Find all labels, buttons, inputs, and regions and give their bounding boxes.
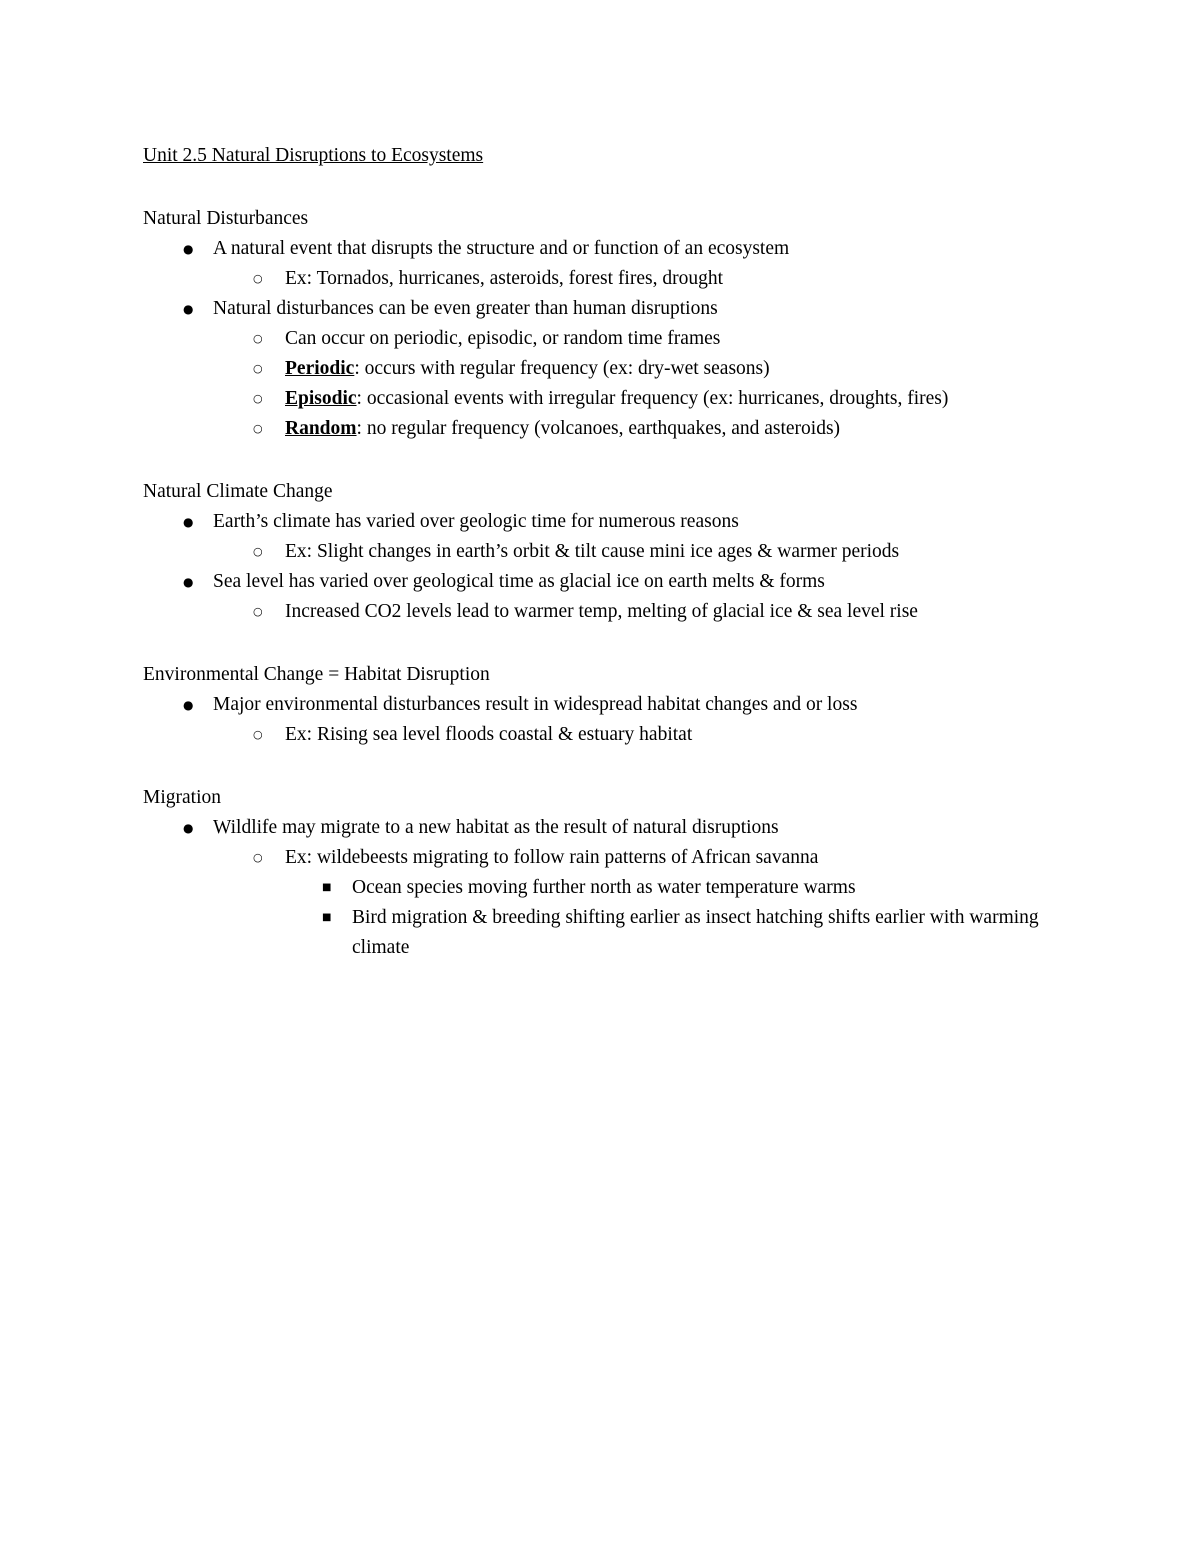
bullet-glyph: ○ — [253, 545, 263, 558]
bullet-item — [183, 294, 1057, 324]
document-title: Unit 2.5 Natural Disruptions to Ecosystems — [143, 145, 484, 166]
bullet-item — [183, 567, 1057, 597]
bullet-text: Ex: Tornados, hurricanes, asteroids, forest fires, drought — [285, 268, 723, 289]
bullet-item — [253, 384, 1057, 414]
bullet-item — [183, 507, 1057, 537]
bullet-text: Ex: wildebeests migrating to follow rain patterns of African savanna — [285, 847, 819, 868]
bullet-item — [253, 414, 1057, 444]
bullet-item — [322, 903, 1057, 963]
bullet-text: Major environmental disturbances result in widespread habitat changes and or loss — [213, 694, 858, 715]
bullet-text-wrap — [352, 903, 1057, 963]
bullet-text-wrap — [285, 264, 1057, 294]
bullet-text-wrap — [213, 813, 1057, 843]
section — [143, 477, 1057, 627]
bullet-glyph: ● — [183, 698, 194, 712]
bullet-text-wrap — [285, 597, 1057, 627]
bullet-text: Ex: Slight changes in earth’s orbit & tilt cause mini ice ages & warmer periods — [285, 541, 900, 562]
bullet-text-wrap — [352, 873, 1057, 903]
bullet-lead-term: Random — [285, 418, 357, 439]
bullet-text-wrap — [213, 567, 1057, 597]
bullet-item — [253, 597, 1057, 627]
section-heading: Migration — [143, 787, 221, 808]
bullet-item — [183, 234, 1057, 264]
section — [143, 783, 1057, 963]
bullet-lead-term: Episodic — [285, 388, 357, 409]
bullet-text: Sea level has varied over geological time as glacial ice on earth melts & forms — [213, 571, 825, 592]
bullet-glyph: ○ — [253, 392, 263, 405]
bullet-text: Bird migration & breeding shifting earlier as insect hatching shifts earlier with warming climate — [352, 907, 1039, 958]
section — [143, 204, 1057, 444]
section-heading: Natural Disturbances — [143, 208, 309, 229]
bullet-item — [322, 873, 1057, 903]
bullet-text-wrap — [285, 354, 1057, 384]
sections — [143, 204, 1057, 963]
bullet-item — [253, 843, 1057, 873]
bullet-glyph: ● — [183, 302, 194, 316]
bullet-text: A natural event that disrupts the structure and or function of an ecosystem — [213, 238, 790, 259]
bullet-glyph: ○ — [253, 332, 263, 345]
bullet-glyph: ○ — [253, 422, 263, 435]
bullet-text-wrap — [285, 537, 1057, 567]
bullet-item — [183, 813, 1057, 843]
bullet-text: Increased CO2 levels lead to warmer temp, melting of glacial ice & sea level rise — [285, 601, 918, 622]
bullet-glyph: ● — [183, 242, 194, 256]
bullet-glyph: ■ — [322, 912, 332, 923]
bullet-glyph: ○ — [253, 362, 263, 375]
bullet-text-wrap — [285, 843, 1057, 873]
bullet-text-wrap — [213, 234, 1057, 264]
bullet-text: : occurs with regular frequency (ex: dry-wet seasons) — [354, 358, 770, 379]
bullet-text: Ocean species moving further north as water temperature warms — [352, 877, 856, 898]
bullet-item — [253, 720, 1057, 750]
bullet-text: Earth’s climate has varied over geologic time for numerous reasons — [213, 511, 739, 532]
bullet-glyph: ○ — [253, 272, 263, 285]
bullet-glyph: ○ — [253, 851, 263, 864]
section-heading: Natural Climate Change — [143, 481, 333, 502]
bullet-text: : no regular frequency (volcanoes, earthquakes, and asteroids) — [356, 418, 841, 439]
bullet-text-wrap — [213, 690, 1057, 720]
bullet-text: Wildlife may migrate to a new habitat as the result of natural disruptions — [213, 817, 779, 838]
bullet-glyph: ■ — [322, 882, 332, 893]
bullet-text-wrap — [285, 414, 1057, 444]
bullet-text-wrap — [213, 294, 1057, 324]
bullet-item — [183, 690, 1057, 720]
bullet-text: : occasional events with irregular frequency (ex: hurricanes, droughts, fires) — [356, 388, 949, 409]
section-heading: Environmental Change = Habitat Disruption — [143, 664, 490, 685]
bullet-item — [253, 324, 1057, 354]
bullet-item — [253, 537, 1057, 567]
bullet-item — [253, 354, 1057, 384]
bullet-glyph: ● — [183, 821, 194, 835]
bullet-item — [253, 264, 1057, 294]
bullet-text: Can occur on periodic, episodic, or random time frames — [285, 328, 721, 349]
bullet-lead-term: Periodic — [285, 358, 355, 379]
bullet-text-wrap — [285, 720, 1057, 750]
bullet-glyph: ○ — [253, 605, 263, 618]
bullet-glyph: ● — [183, 515, 194, 529]
section — [143, 660, 1057, 750]
bullet-glyph: ○ — [253, 728, 263, 741]
bullet-glyph: ● — [183, 575, 194, 589]
bullet-text: Ex: Rising sea level floods coastal & estuary habitat — [285, 724, 693, 745]
bullet-text-wrap — [285, 384, 1057, 414]
bullet-text-wrap — [285, 324, 1057, 354]
bullet-text-wrap — [213, 507, 1057, 537]
bullet-text: Natural disturbances can be even greater than human disruptions — [213, 298, 718, 319]
